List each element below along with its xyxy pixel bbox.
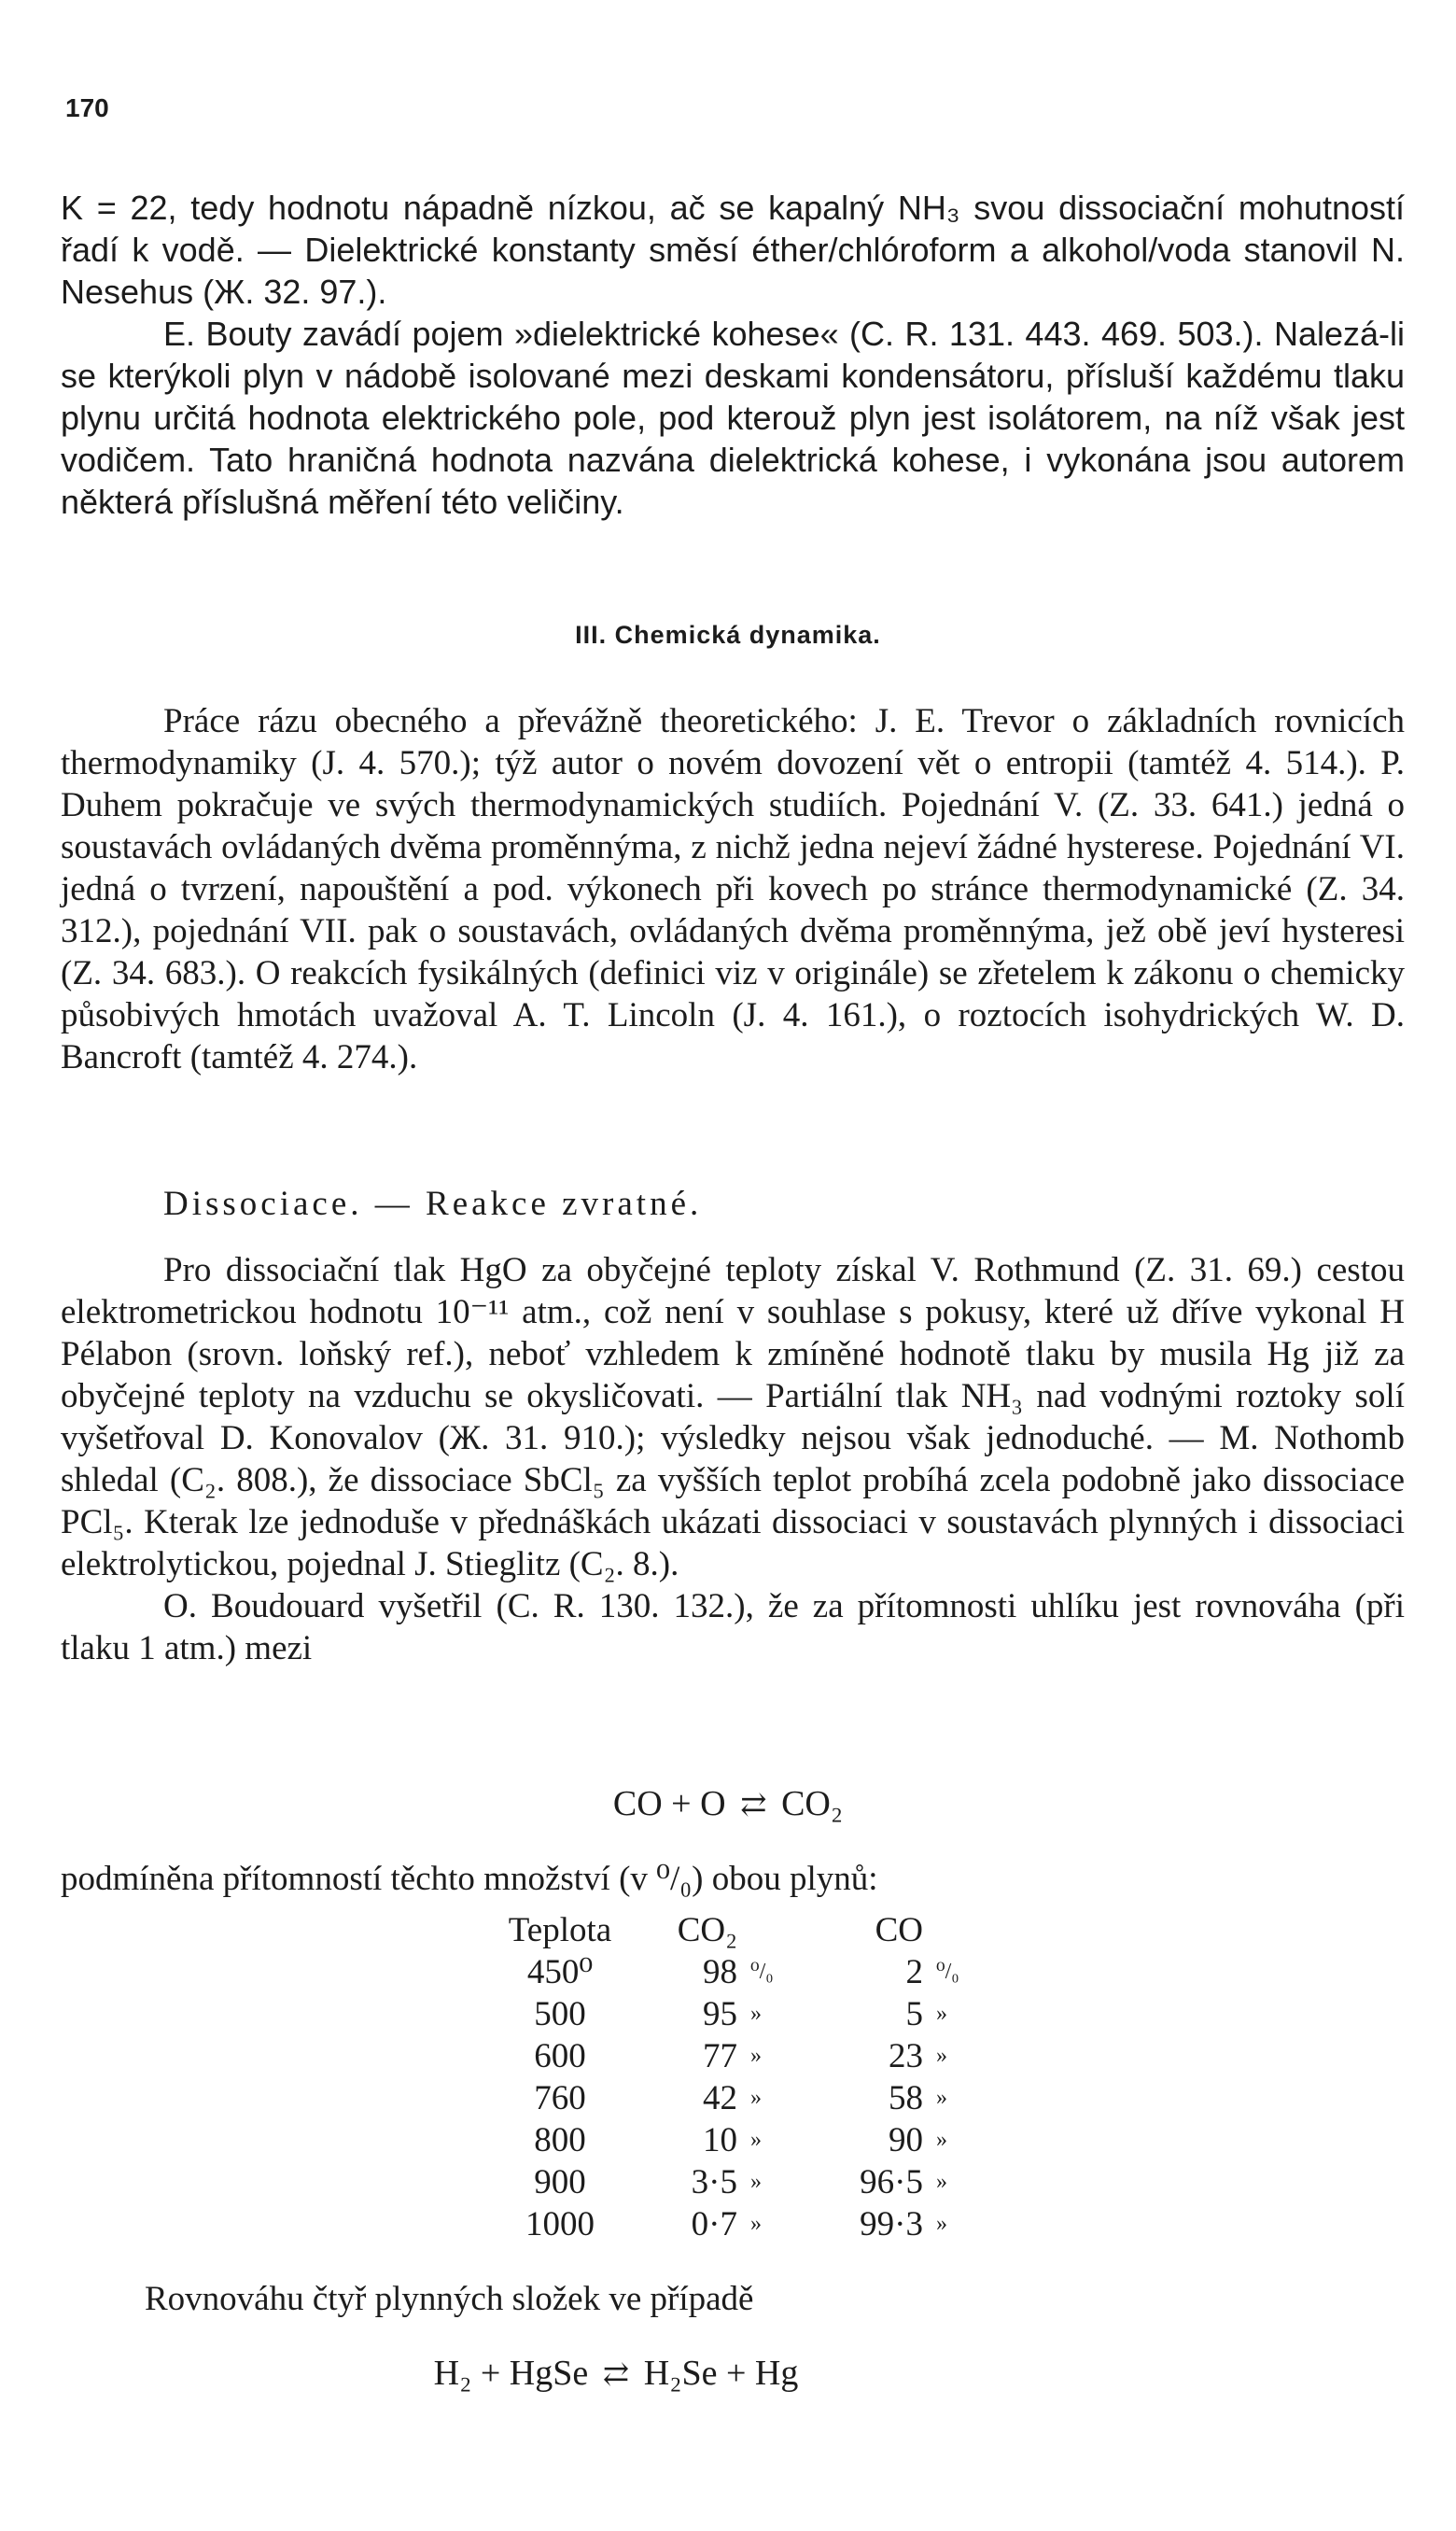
subsection-heading: Dissociace. — Reakce zvratné. <box>163 1185 703 1223</box>
cell-ditto: » <box>750 2212 762 2236</box>
page-number: 170 <box>65 93 109 122</box>
cell-co2: 42 <box>703 2079 737 2117</box>
cell-ditto: » <box>750 2044 762 2068</box>
cell-co: 99·3 <box>860 2205 923 2243</box>
paragraph-hgse-block <box>145 2278 1265 2320</box>
table-row <box>467 1993 1020 2035</box>
cell-co2: 95 <box>703 1995 737 2033</box>
equation-lhs: CO + O <box>612 1784 726 1823</box>
cell-ditto: » <box>750 2002 762 2026</box>
cell-co2: 77 <box>703 2037 737 2075</box>
paragraph-dissociation-block <box>61 1249 1405 1669</box>
cell-unit: ⁰/₀ <box>936 1960 959 1984</box>
paragraph-thermodynamics-block <box>61 700 1405 1078</box>
cell-ditto: » <box>936 2128 947 2152</box>
cell-ditto: » <box>936 2086 947 2110</box>
cell-co: 90 <box>889 2121 923 2159</box>
equilibrium-table <box>467 1909 1020 2245</box>
cell-temperature: 760 <box>534 2079 586 2117</box>
equation-co-equilibrium <box>0 1783 1456 1824</box>
paragraph-thermodynamics: Práce rázu obecného a převážně theoretického: J. E. Trevor o základních rovnicích thermodynamiky (J. 4. 570.); týž autor o novém dovození vět o entropii (tamtéž 4. 514.). P. Duhem pokračuje ve svých thermodynamických studiích. Pojednání V. (Z. 33. 641.) jedná o soustavách ovládaných dvěma proměnnýma, z nichž jedna nejeví žádné hysterese. Pojednání VI. jedná o tvrzení, napouštění a pod. výkonech při kovech po stránce thermodynamické (Z. 34. 312.), pojednání VII. pak o soustavách, ovládaných dvěma proměnnýma, jež obě jeví hysteresi (Z. 34. 683.). O reakcích fysikálných (definici viz v originále) se zřetelem k zákonu o chemicky působivých hmotách uvažoval A. T. Lincoln (J. 4. 161.), o roztocích isohydrických W. D. Bancroft (tamtéž 4. 274.). <box>61 702 1405 1076</box>
cell-co: 5 <box>905 1995 923 2033</box>
section-heading: III. Chemická dynamika. <box>575 621 881 649</box>
cell-ditto: » <box>936 2044 947 2068</box>
paragraph-dielectric-cohesion: E. Bouty zavádí pojem »dielektrické kohese« (C. R. 131. 443. 469. 503.). Nalezá-li se kterýkoli plyn v nádobě isolované mezi deskami kondensátoru, přísluší každému tlaku plynu určitá hodnota elektrického pole, pod kterouž plyn jest isolátorem, na níž však jest vodičem. Tato hraničná hodnota nazvána dielektrická kohese, i vykonána jsou autorem některá příslušná měření této veličiny. <box>61 315 1405 521</box>
table-row <box>467 2077 1020 2119</box>
table-row <box>467 2035 1020 2077</box>
equation-lhs: H₂ + HgSe <box>433 2354 589 2393</box>
equation-rhs: H₂Se + Hg <box>643 2354 799 2393</box>
paragraph-dielectric-constants: K = 22, tedy hodnotu nápadně nízkou, ač se kapalný NH₃ svou dissociační mohutností řadí k vodě. — Dielektrické konstanty směsí éther/chlóroform a alkohol/voda stanovil N. Nesehus (Ж. 32. 97.). <box>61 189 1405 311</box>
cell-ditto: » <box>936 2212 947 2236</box>
cell-ditto: » <box>750 2170 762 2194</box>
equilibrium-arrow-icon: ⇄ <box>602 2357 630 2392</box>
cell-ditto: » <box>750 2086 762 2110</box>
table-row <box>467 2161 1020 2203</box>
paragraph-dissociation: Pro dissociační tlak HgO za obyčejné teploty získal V. Rothmund (Z. 31. 69.) cestou elektrometrickou hodnotu 10⁻¹¹ atm., což není v souhlase s pokusy, které už dříve vykonal H Pélabon (srovn. loňský ref.), neboť vzhledem k zmíněné hodnotě tlaku by musila Hg již za obyčejné teploty na vzduchu se okysličovati. — Partiální tlak NH₃ nad vodnými roztoky solí vyšetřoval D. Konovalov (Ж. 31. 910.); výsledky nejsou však jednoduché. — M. Nothomb shledal (C₂. 808.), že dissociace SbCl₅ za vyšších teplot probíhá zcela podobně jako dissociace PCl₅. Kterak lze jednoduše v přednáškách ukázati dissociaci v soustavách plynných i dissociaci elektrolytickou, pojednal J. Stieglitz (C₂. 8.). <box>61 1251 1405 1583</box>
cell-temperature: 450⁰ <box>526 1953 594 1991</box>
cell-co: 58 <box>889 2079 923 2117</box>
cell-co2: 98 <box>703 1953 737 1991</box>
cell-temperature: 500 <box>534 1995 586 2033</box>
table-row <box>467 1951 1020 1993</box>
cell-temperature: 1000 <box>525 2205 595 2243</box>
cell-co: 96·5 <box>860 2163 923 2201</box>
column-header-co: CO <box>875 1911 923 1949</box>
column-header-temperature: Teplota <box>508 1911 612 1949</box>
paragraph-conditions: podmíněna přítomností těchto množství (v ⁰/₀) obou plynů: <box>61 1860 878 1898</box>
cell-co: 2 <box>905 1953 923 1991</box>
cell-temperature: 900 <box>534 2163 586 2201</box>
paragraph-hgse: Rovnováhu čtyř plynných složek ve případě <box>145 2280 754 2318</box>
table-header-row <box>467 1909 1020 1951</box>
equilibrium-arrow-icon: ⇄ <box>740 1788 767 1822</box>
cell-temperature: 600 <box>534 2037 586 2075</box>
cell-ditto: » <box>936 2170 947 2194</box>
intro-paragraphs <box>61 187 1405 523</box>
cell-ditto: » <box>936 2002 947 2026</box>
table-row <box>467 2203 1020 2245</box>
cell-co2: 3·5 <box>691 2163 737 2201</box>
cell-unit: ⁰/₀ <box>750 1960 774 1984</box>
equation-hgse-equilibrium <box>0 2353 1344 2394</box>
paragraph-boudouard: O. Boudouard vyšetřil (C. R. 130. 132.), že za přítomnosti uhlíku jest rovnováha (při tlaku 1 atm.) mezi <box>61 1587 1405 1667</box>
table-row <box>467 2119 1020 2161</box>
cell-ditto: » <box>750 2128 762 2152</box>
cell-temperature: 800 <box>534 2121 586 2159</box>
paragraph-conditions-block <box>61 1858 1405 1900</box>
cell-co2: 10 <box>703 2121 737 2159</box>
equation-rhs: CO₂ <box>781 1784 844 1823</box>
cell-co2: 0·7 <box>691 2205 737 2243</box>
cell-co: 23 <box>889 2037 923 2075</box>
column-header-co2: CO₂ <box>677 1911 737 1949</box>
